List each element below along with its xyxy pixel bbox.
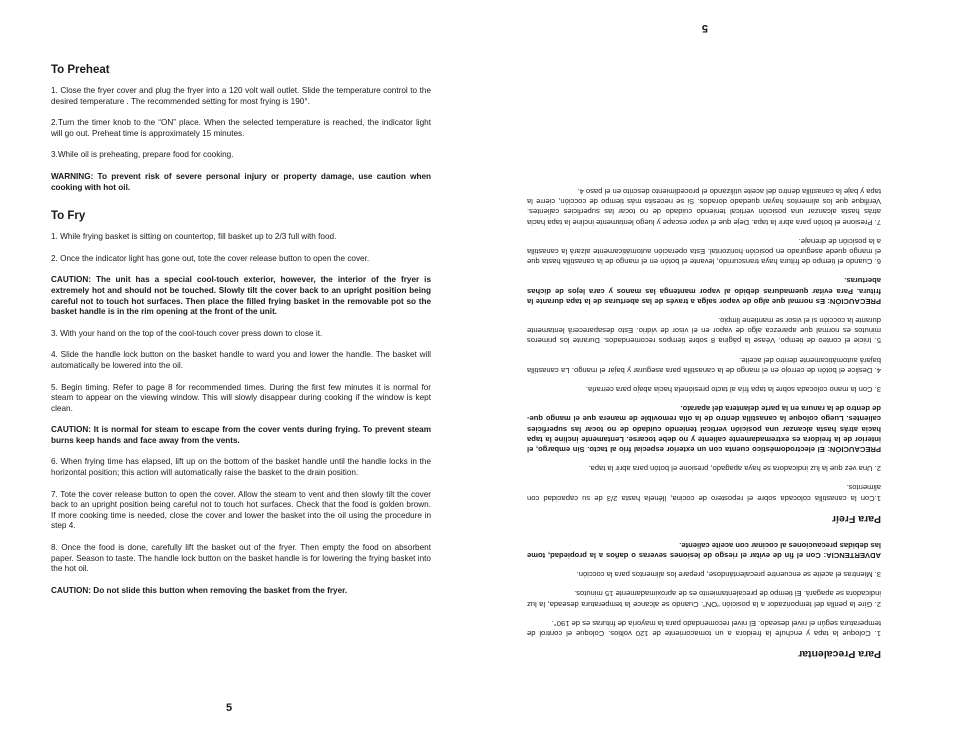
fry-step-6-es: 6. Cuando el tiempo de fritura haya transcurrido, levante el botón en el mango de la canastilla hasta que el mango quede asegurado en posición horizontal. Esta operación automáticamente alzará la canastilla a la posición de drenaje. [527, 236, 881, 267]
fry-step-7: 7. Tote the cover release button to open the cover. Allow the steam to vent and then slowly tilt the cover back to an upright position being careful not to touch hot surfaces. Check that the food is golden brown. If more cooking time is needed, close the cover and lower the basket into the oil using the procedure in step 4. [51, 489, 431, 531]
preheat-step-3-es: 3. Mientras el aceite se encuentre precalentándose, prepare los alimentos para la cocción. [576, 570, 881, 580]
spanish-page [477, 0, 954, 738]
warning-text: WARNING: To prevent risk of severe personal injury or property damage, use caution when cooking with hot oil. [51, 171, 431, 192]
caution-hot-interior-es: PRECAUCIÓN: El electrodoméstico cuenta con un exterior especial frío al tacto. Sin embargo, el interior de la freidora es extremadamente caliente y no debe tocarse. Lentamente incline la tapa hacia atrás hasta alcanzar una posición vertical teniendo cuidado de no tocar las superficies calientes. Luego coloque la canastilla dentro de la olla removible de manera que el mango que- de dentro de la ranura en la parte delantera del aparato. [527, 404, 881, 454]
caution-steam-es: PRECAUCIÓN: Es normal que algo de vapor salga a través de las aberturas de la tapa durante la fritura. Para evitar quemaduras debido al vapor mantenga las manos y cara lejos de dichas aberturas. [527, 276, 881, 306]
fry-step-1: 1. While frying basket is sitting on countertop, fill basket up to 2/3 full with food. [51, 232, 337, 242]
fry-heading: To Fry [51, 210, 86, 223]
fry-step-3: 3. With your hand on the top of the cool-touch cover press down to close it. [51, 328, 323, 338]
preheat-heading: To Preheat [51, 64, 110, 76]
rotated-spanish-content [477, 0, 954, 738]
preheat-step-1-es: 1. Coloque la tapa y enchufe la freidora a un tomacorriente de 120 voltios. Coloque el control de temperatura según el nivel deseado. El nivel recomendado para la mayoría de frituras es de 190°. [527, 618, 881, 638]
fry-heading-es: Para Freír [831, 512, 881, 525]
preheat-step-2-es: 2. Gire la perilla del temporizador a la posición “ON”. Cuando se alcance la temperatura deseada, la luz indicadora se apagará. El tiempo de precalentamiento es de aproximadamente 15 minutos. [527, 589, 881, 609]
caution-steam: CAUTION: It is normal for steam to escape from the cover vents during frying. To prevent steam burns keep hands and face away from the vents. [51, 425, 431, 445]
preheat-step-1: 1. Close the fryer cover and plug the fryer into a 120 volt wall outlet. Slide the temperature control to the desired temperature . The recommended setting for most frying is 190°. [51, 86, 431, 106]
fry-step-4-es: 4. Deslice el botón de cerrojo en el mango de la canastilla para asegurar y bajar el mango. La canastilla bajará automáticamente dentro del aceite. [527, 355, 881, 375]
fry-step-1-es: 1.Con la canastilla colocada sobre el repostero de cocina, llénela hasta 2/3 de su capacidad con alimentos. [527, 483, 881, 503]
warning-text-es: ADVERTENCIA: Con el fin de evitar el riesgo de lesiones severas o daños a la propiedad, tome las debidas precauciones al cocinar con aceite caliente. [527, 540, 881, 560]
preheat-step-2: 2.Turn the timer knob to the “ON” place. When the selected temperature is reached, the indicator light will go out. Preheat time is approximately 15 minutes. [51, 118, 431, 138]
fry-step-2: 2. Once the indicator light has gone out, tote the cover release button to open the cover. [51, 253, 370, 263]
fry-step-5-es: 5. Inicie el conteo de tiempo. Véase la página 8 sobre tiempos recomendados. Durante los primeros minutos es normal que aparezca algo de vapor en el visor de vidrio. Esto desaparecerá lentamente durante la cocción si el visor se mantiene limpio. [527, 315, 881, 346]
fry-step-7-es: 7. Presione el botón para abrir la tapa. Deje que el vapor escape y luego lentamente incline la tapa hacia atrás hasta alcanzar una posición vertical teniendo cuidado de no tocar las superficies calientes. Verifique que los alimentos hayan quedado dorados. Si se necesita más tiempo de cocción, cierre la tapa y baje la canastilla dentro del aceite utilizando el procedimiento descrito en el paso 4. [527, 186, 881, 227]
page-number-es: 5 [701, 22, 708, 34]
page-number: 5 [226, 702, 233, 714]
fry-step-8: 8. Once the food is done, carefully lift the basket out of the fryer. Then empty the food on absorbent paper. Season to taste. The handle lock button on the basket handle is for lowering the frying basket into the hot oil. [51, 543, 431, 574]
fry-step-3-es: 3. Con la mano colocada sobre la tapa fría al tacto presiónela hacia abajo para cerrarla. [585, 384, 881, 394]
caution-lock-button: CAUTION: Do not slide this button when removing the basket from the fryer. [51, 585, 348, 595]
preheat-step-3: 3.While oil is preheating, prepare food for cooking. [51, 150, 234, 160]
fry-step-5: 5. Begin timing. Refer to page 8 for recommended times. During the first few minutes it is normal for steam to appear on the viewing window. This will slowly disappear during cooking if the window is kept clean. [51, 382, 431, 413]
fry-step-2-es: 2. Una vez que la luz indicadora se haya apagado, presione el botón para abrir la tapa. [588, 464, 881, 474]
preheat-heading-es: Para Precalentar [798, 648, 881, 660]
fry-step-4: 4. Slide the handle lock button on the basket handle to ward you and lower the handle. The basket will automatically be lowered into the oil. [51, 350, 431, 370]
fry-step-6: 6. When frying time has elapsed, lift up on the bottom of the basket handle until the handle locks in the horizontal position; this action will automatically raise the basket to the drain position. [51, 457, 431, 478]
caution-hot-interior: CAUTION: The unit has a special cool-touch exterior, however, the interior of the fryer is extremely hot and should not be touched. Slowly tilt the cover back to an upright position being careful not to touch hot surfaces. Then place the filled frying basket in the removable pot so the basket handle is in the rim opening at the front of the unit. [51, 275, 431, 317]
